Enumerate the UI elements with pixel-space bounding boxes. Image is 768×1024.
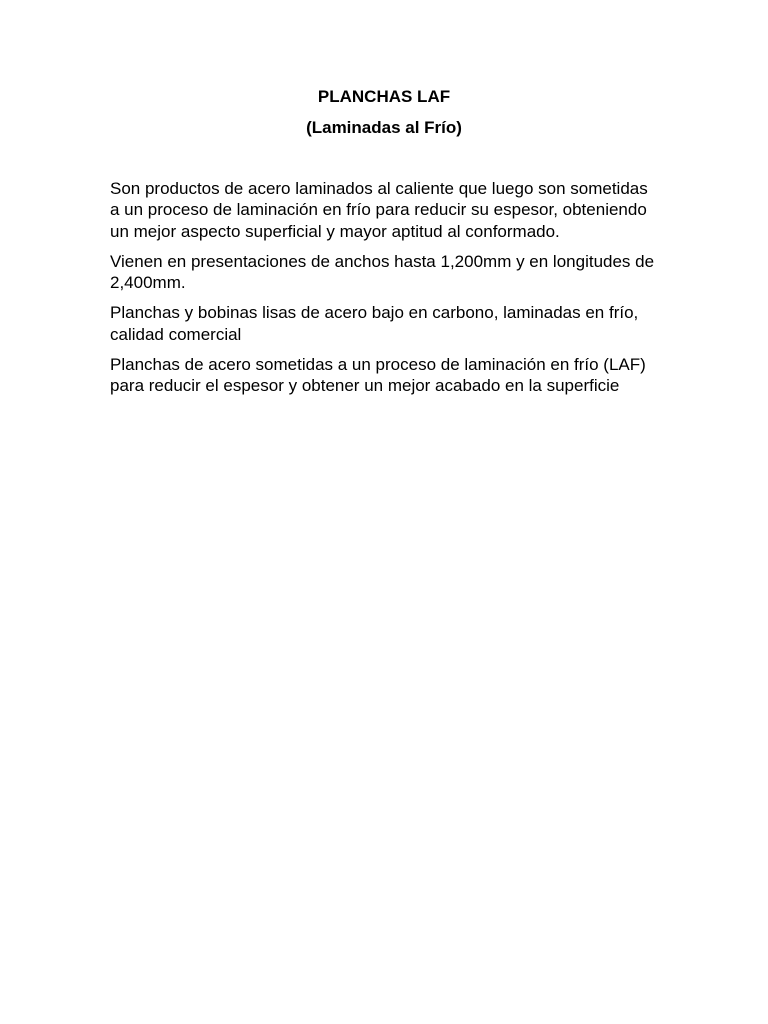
paragraph-description: Son productos de acero laminados al caliente que luego son sometidas a un proceso de laminación en frío para reducir su espesor, obteniendo un mejor aspecto superficial y mayor aptitud al conformado. <box>110 179 648 241</box>
paragraph-dimensions: Vienen en presentaciones de anchos hasta 1,200mm y en longitudes de 2,400mm. <box>110 251 655 293</box>
document-subtitle: (Laminadas al Frío) <box>306 118 462 137</box>
paragraph-process: Planchas de acero sometidas a un proceso de laminación en frío (LAF) para reducir el espesor y obtener un mejor acabado en la superficie <box>110 355 646 396</box>
document-body <box>110 178 658 406</box>
document-title: PLANCHAS LAF <box>317 87 451 106</box>
paragraph-product-type: Planchas y bobinas lisas de acero bajo en carbono, laminadas en frío, calidad comercial <box>110 303 639 344</box>
